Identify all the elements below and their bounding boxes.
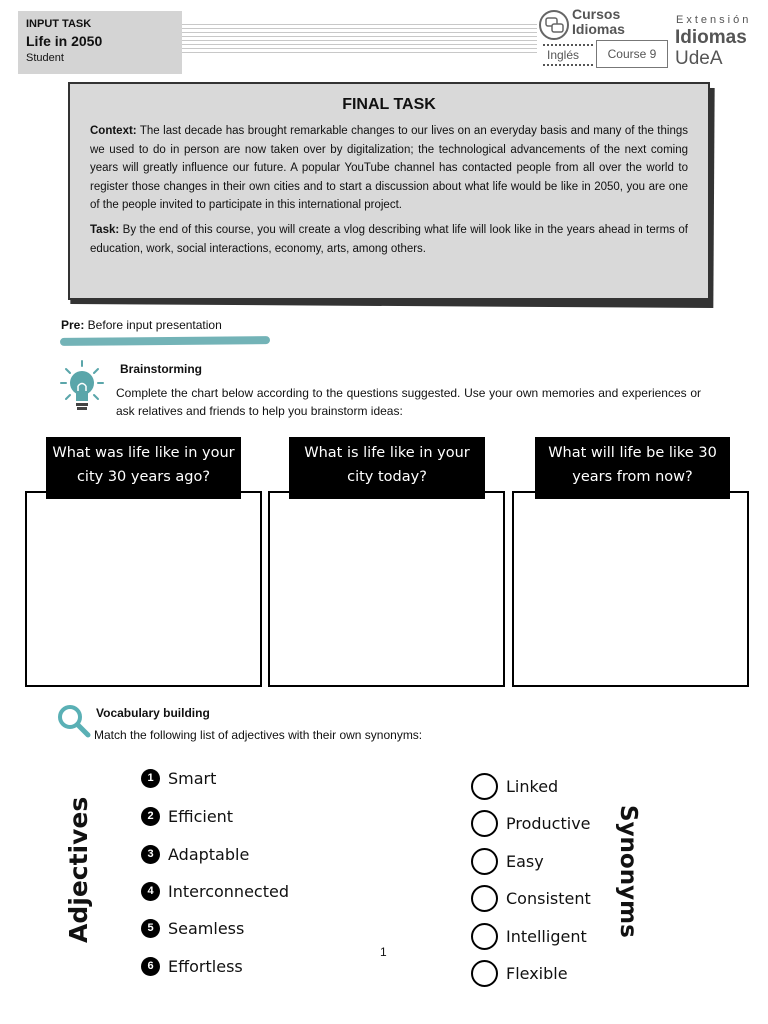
- adjective-word: Efficient: [168, 806, 234, 826]
- logo-divider: [543, 44, 593, 46]
- adjective-item: [141, 805, 233, 827]
- adjective-number: 5: [141, 919, 160, 938]
- vocabulary-instructions: Match the following list of adjectives with their own synonyms:: [94, 728, 423, 742]
- header-box: [18, 11, 182, 74]
- synonym-word: Flexible: [506, 963, 568, 983]
- vocabulary-heading: Vocabulary building: [96, 706, 210, 720]
- pre-text: Before input presentation: [84, 318, 222, 332]
- answer-circle[interactable]: [471, 810, 498, 837]
- question-past: What was life like in your city 30 years ago?: [46, 437, 241, 499]
- context-text: The last decade has brought remarkable changes to our lives on an everyday basis and many of the things we used to do in person are now taken over by digitalization; the technological advancements of the next coming years will greatly influence our future. A popular YouTube channel has contacted people from all over the world to register those changes in their own cities and to start a discussion about what life would be like in 2050, you are one of the people invited to participate in this international project.: [90, 125, 688, 212]
- synonym-item: [471, 772, 558, 800]
- header-title: Life in 2050: [26, 33, 103, 49]
- header-decorative-lines: [182, 24, 537, 54]
- answer-box-present[interactable]: [268, 491, 505, 687]
- synonym-item: [471, 809, 591, 837]
- adjective-number: 2: [141, 807, 160, 826]
- logo-extension: Extensión: [676, 14, 752, 26]
- context-label: Context:: [90, 125, 137, 137]
- adjective-number: 1: [141, 769, 160, 788]
- course-badge: Course 9: [596, 40, 668, 68]
- task-label: Task:: [90, 223, 120, 236]
- magnifier-icon: [57, 704, 91, 743]
- answer-circle[interactable]: [471, 885, 498, 912]
- adjective-number: 4: [141, 882, 160, 901]
- adjective-item: [141, 767, 216, 789]
- highlight-stroke: [60, 336, 270, 346]
- synonym-word: Linked: [506, 776, 559, 796]
- synonym-item: [471, 922, 587, 950]
- logo-language: Inglés: [547, 48, 580, 62]
- adjective-word: Interconnected: [168, 881, 289, 901]
- answer-circle[interactable]: [471, 960, 498, 987]
- lightbulb-icon: [60, 359, 104, 420]
- adjective-item: [141, 880, 289, 902]
- adjective-word: Seamless: [168, 918, 245, 938]
- chat-bubbles-icon: [539, 10, 569, 40]
- synonym-item: [471, 884, 591, 912]
- adjective-word: Smart: [168, 768, 217, 788]
- adjective-word: Effortless: [168, 956, 243, 976]
- header-label: INPUT TASK: [26, 18, 92, 30]
- adjective-word: Adaptable: [168, 844, 250, 864]
- header-subtitle: Student: [26, 52, 64, 64]
- adjectives-label: Adjectives: [64, 796, 93, 943]
- adjective-number: 3: [141, 845, 160, 864]
- logo-idiomas: Idiomas: [572, 21, 625, 37]
- adjective-item: [141, 917, 244, 939]
- synonym-word: Productive: [506, 813, 591, 833]
- task-paragraph: [90, 221, 688, 258]
- logo-divider: [543, 64, 593, 66]
- question-present: What is life like in your city today?: [289, 437, 485, 499]
- brainstorming-heading: Brainstorming: [120, 362, 203, 376]
- answer-box-future[interactable]: [512, 491, 749, 687]
- answer-circle[interactable]: [471, 848, 498, 875]
- answer-box-past[interactable]: [25, 491, 262, 687]
- pre-label: Pre:: [61, 318, 85, 332]
- answer-circle[interactable]: [471, 773, 498, 800]
- task-text: By the end of this course, you will create a vlog describing what life will look like in the years ahead in terms of education, work, social interactions, economy, arts, among others.: [90, 223, 688, 255]
- context-paragraph: [90, 122, 688, 215]
- pre-heading: [61, 318, 222, 332]
- final-task-box: [68, 82, 710, 300]
- logo-brand-bottom: UdeA: [675, 48, 723, 69]
- synonym-item: [471, 847, 544, 875]
- answer-circle[interactable]: [471, 923, 498, 950]
- adjective-item: [141, 843, 249, 865]
- logo-brand-top: Idiomas: [675, 27, 747, 48]
- synonym-word: Easy: [506, 851, 544, 871]
- logo-cursos: Cursos: [572, 6, 621, 22]
- synonym-item: [471, 959, 568, 987]
- synonym-word: Intelligent: [506, 926, 587, 946]
- adjective-item: [141, 955, 243, 977]
- adjective-number: 6: [141, 957, 160, 976]
- brainstorming-instructions: Complete the chart below according to the questions suggested. Use your own memories and experiences or ask relatives and friends to help you brainstorm ideas:: [116, 386, 701, 418]
- synonym-word: Consistent: [506, 888, 591, 908]
- question-future: What will life be like 30 years from now?: [535, 437, 730, 499]
- synonyms-label: Synonyms: [615, 805, 641, 938]
- page-number: 1: [380, 945, 387, 959]
- final-task-title: FINAL TASK: [342, 96, 436, 113]
